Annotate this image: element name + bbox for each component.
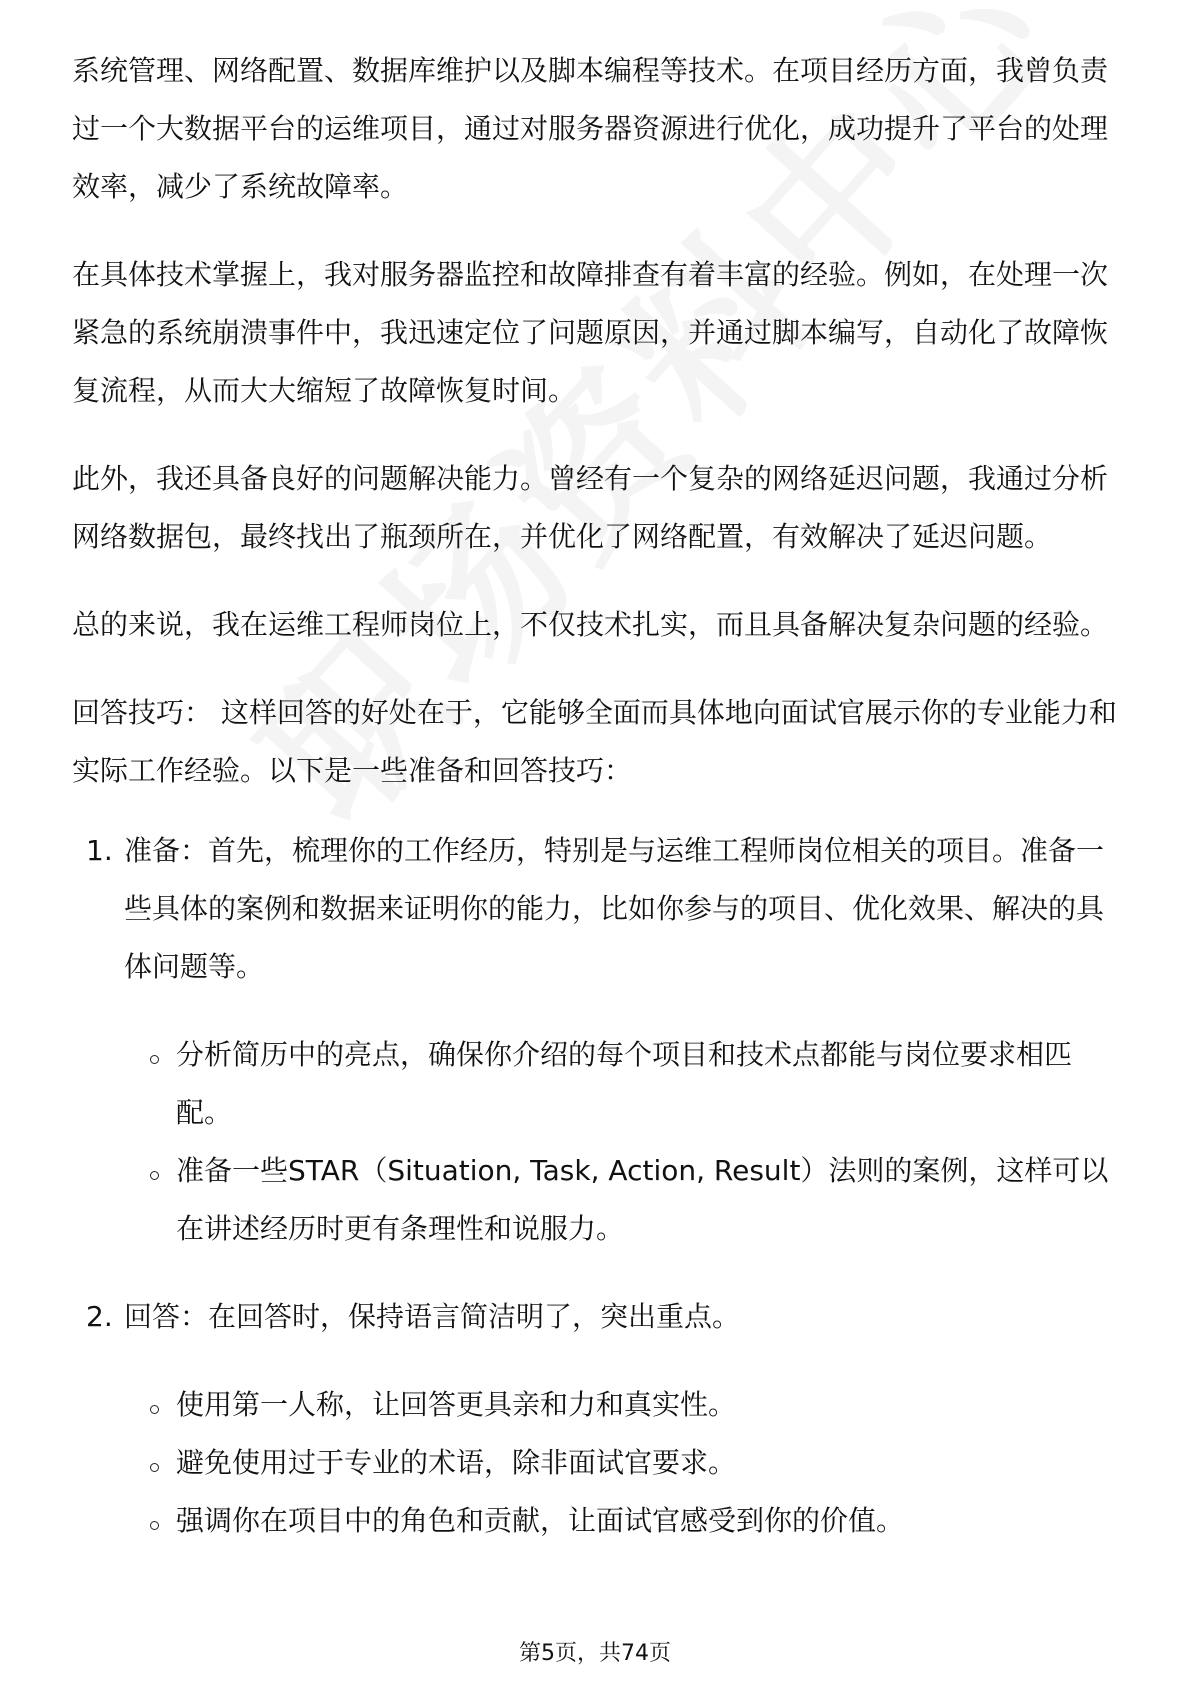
list-item-answer (72, 1288, 1122, 1550)
circle-bullet-icon (150, 1405, 159, 1414)
sub-list-item (124, 1434, 1122, 1492)
sub-list (124, 1026, 1122, 1258)
sub-list-item (124, 1492, 1122, 1550)
sub-list-item-text: 强调你在项目中的角色和贡献，让面试官感受到你的价值。 (176, 1504, 905, 1537)
list-number: 1. (86, 834, 113, 867)
circle-bullet-icon (150, 1055, 159, 1064)
sub-list-item-text: 使用第一人称，让回答更具亲和力和真实性。 (176, 1388, 737, 1421)
paragraph-problem-solving: 此外，我还具备良好的问题解决能力。曾经有一个复杂的网络延迟问题，我通过分析网络数据包，最终找出了瓶颈所在，并优化了网络配置，有效解决了延迟问题。 (72, 462, 1109, 553)
list-item-text: 准备：首先，梳理你的工作经历，特别是与运维工程师岗位相关的项目。准备一些具体的案例和数据来证明你的能力，比如你参与的项目、优化效果、解决的具体问题等。 (124, 834, 1105, 983)
paragraph-summary: 总的来说，我在运维工程师岗位上，不仅技术扎实，而且具备解决复杂问题的经验。 (72, 608, 1109, 641)
sub-list-item (124, 1142, 1122, 1258)
list-item-text: 回答：在回答时，保持语言简洁明了，突出重点。 (124, 1300, 741, 1333)
paragraph-intro: 系统管理、网络配置、数据库维护以及脚本编程等技术。在项目经历方面，我曾负责过一个大数据平台的运维项目，通过对服务器资源进行优化，成功提升了平台的处理效率，减少了系统故障率。 (72, 54, 1109, 203)
sub-list-item-text: 准备一些STAR（Situation, Task, Action, Result）法则的案例，这样可以在讲述经历时更有条理性和说服力。 (176, 1154, 1109, 1245)
tips-list (72, 822, 1122, 1550)
sub-list-item (124, 1376, 1122, 1434)
document-page (72, 42, 1122, 1580)
circle-bullet-icon (150, 1463, 159, 1472)
circle-bullet-icon (150, 1171, 159, 1180)
list-number: 2. (86, 1300, 113, 1333)
page-number-footer: 第5页，共74页 (519, 1641, 671, 1666)
circle-bullet-icon (150, 1521, 159, 1530)
sub-list-item (124, 1026, 1122, 1142)
paragraph-technical-skills: 在具体技术掌握上，我对服务器监控和故障排查有着丰富的经验。例如，在处理一次紧急的系统崩溃事件中，我迅速定位了问题原因，并通过脚本编写，自动化了故障恢复流程，从而大大缩短了故障恢复时间。 (72, 258, 1109, 407)
sub-list-item-text: 避免使用过于专业的术语，除非面试官要求。 (176, 1446, 737, 1479)
sub-list (124, 1376, 1122, 1550)
sub-list-item-text: 分析简历中的亮点，确保你介绍的每个项目和技术点都能与岗位要求相匹配。 (176, 1038, 1073, 1129)
paragraph-answer-tips: 回答技巧： 这样回答的好处在于，它能够全面而具体地向面试官展示你的专业能力和实际工作经验。以下是一些准备和回答技巧： (72, 696, 1117, 787)
list-item-prepare (72, 822, 1122, 1258)
